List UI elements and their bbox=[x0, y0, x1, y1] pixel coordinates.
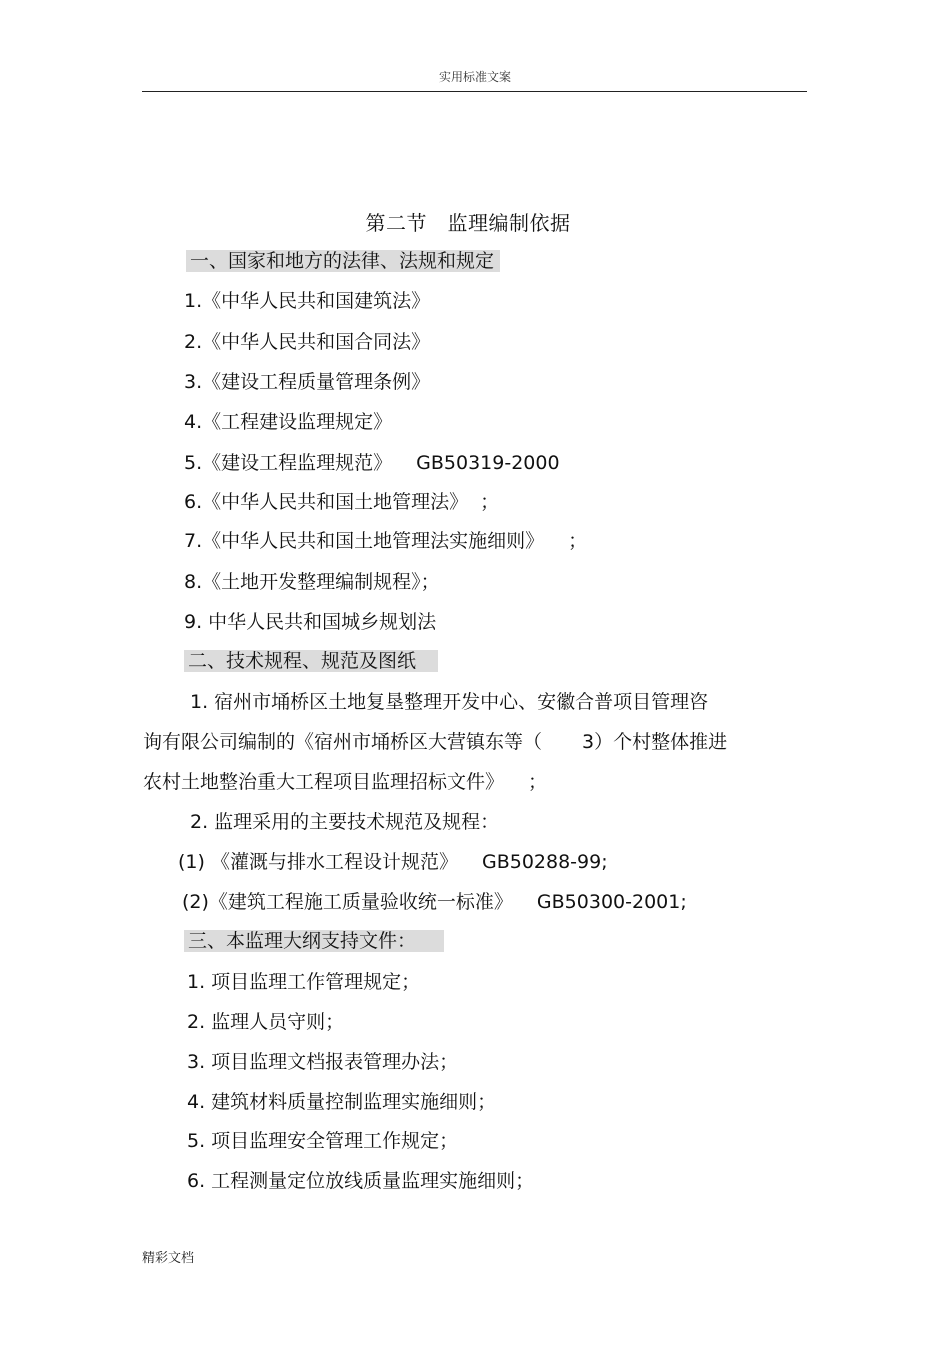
paragraph-text: 3）个村整体推进 bbox=[582, 731, 728, 753]
spec-item bbox=[178, 849, 608, 875]
support-doc-item: 3. 项目监理文档报表管理办法； bbox=[187, 1051, 459, 1073]
support-doc-item: 5. 项目监理安全管理工作规定； bbox=[187, 1130, 459, 1152]
law-item-label: 9. 中华人民共和国城乡规划法 bbox=[184, 611, 437, 633]
paragraph-text: 询有限公司编制的《宿州市埇桥区大营镇东等（ bbox=[143, 731, 543, 753]
law-item bbox=[184, 609, 436, 635]
law-item-code: ； bbox=[480, 491, 500, 513]
section3-heading-text: 三、本监理大纲支持文件： bbox=[184, 930, 444, 952]
paragraph-line: 1. 宿州市埇桥区土地复垦整理开发中心、安徽合普项目管理咨 bbox=[190, 691, 709, 713]
spec-item-label: (1) 《灌溉与排水工程设计规范》 bbox=[178, 851, 458, 873]
law-item bbox=[184, 450, 560, 476]
page-footer: 精彩文档 bbox=[142, 1251, 195, 1266]
law-item-label: 3.《建设工程质量管理条例》 bbox=[184, 371, 431, 393]
section1-heading bbox=[186, 248, 500, 274]
law-item-label: 1.《中华人民共和国建筑法》 bbox=[184, 290, 431, 312]
paragraph-line bbox=[143, 729, 727, 755]
law-item-label: 7.《中华人民共和国土地管理法实施细则》 bbox=[184, 530, 545, 552]
law-item bbox=[184, 369, 430, 395]
spec-item-label: (2)《建筑工程施工质量验收统一标准》 bbox=[182, 891, 513, 913]
law-item bbox=[184, 288, 430, 314]
law-item-label: 5.《建设工程监理规范》 bbox=[184, 452, 393, 474]
law-item bbox=[184, 489, 499, 515]
section3-heading bbox=[184, 928, 444, 954]
spec-item-code: GB50300-2001; bbox=[536, 891, 687, 913]
law-item-code: GB50319-2000 bbox=[416, 452, 560, 474]
support-doc-item: 4. 建筑材料质量控制监理实施细则； bbox=[187, 1091, 497, 1113]
section-title: 第二节 监理编制依据 bbox=[365, 211, 571, 235]
paragraph-text: 农村土地整治重大工程项目监理招标文件》 bbox=[143, 771, 505, 793]
law-item-label: 4.《工程建设监理规定》 bbox=[184, 411, 393, 433]
law-item-label: 8.《土地开发整理编制规程》； bbox=[184, 571, 440, 593]
law-item bbox=[184, 569, 440, 595]
spec-item-code: GB50288-99; bbox=[481, 851, 608, 873]
spec-item bbox=[182, 889, 687, 915]
paragraph-line: 2. 监理采用的主要技术规范及规程： bbox=[190, 811, 500, 833]
paragraph-line bbox=[143, 769, 547, 795]
law-item bbox=[184, 329, 430, 355]
support-doc-item: 2. 监理人员守则； bbox=[187, 1011, 345, 1033]
section2-heading bbox=[184, 648, 438, 674]
law-item-label: 6.《中华人民共和国土地管理法》 bbox=[184, 491, 469, 513]
support-doc-item: 6. 工程测量定位放线质量监理实施细则； bbox=[187, 1170, 535, 1192]
page-header: 实用标准文案 bbox=[438, 70, 511, 84]
section2-heading-text: 二、技术规程、规范及图纸 bbox=[184, 650, 438, 672]
header-divider bbox=[142, 91, 807, 92]
law-item-label: 2.《中华人民共和国合同法》 bbox=[184, 331, 431, 353]
support-doc-item: 1. 项目监理工作管理规定； bbox=[187, 971, 421, 993]
paragraph-text: ； bbox=[528, 771, 548, 793]
section1-heading-text: 一、国家和地方的法律、法规和规定 bbox=[186, 250, 500, 272]
law-item bbox=[184, 528, 587, 554]
law-item bbox=[184, 409, 392, 435]
law-item-code: ； bbox=[568, 530, 588, 552]
